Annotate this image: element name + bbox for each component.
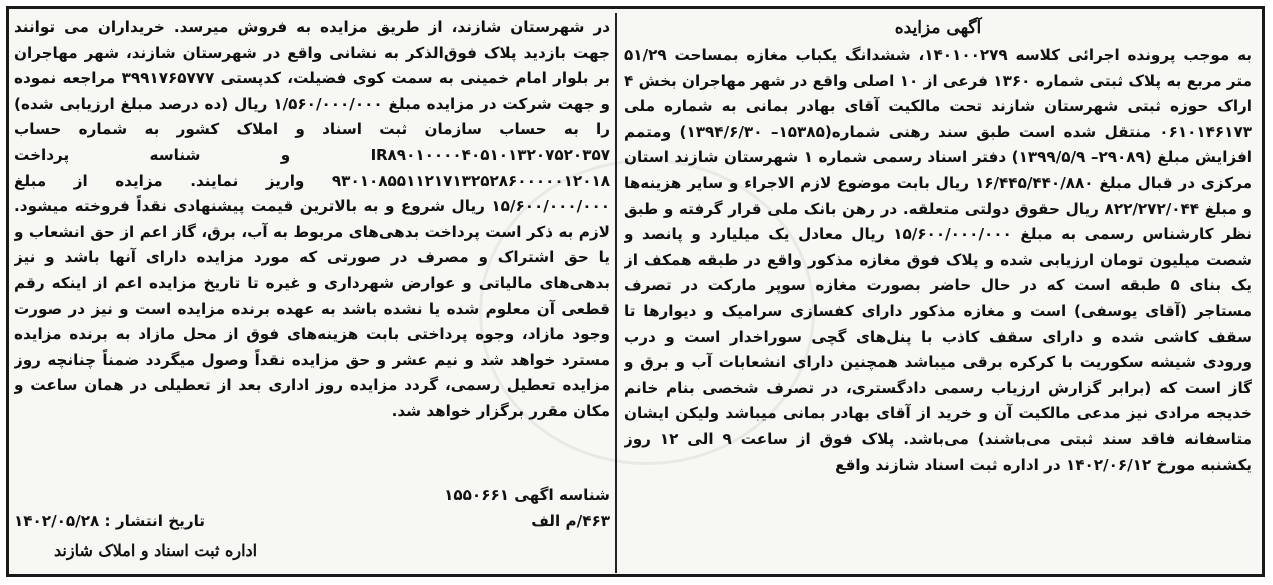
notice-title: آگهی مزایده <box>894 18 982 38</box>
registry-office-signature: اداره ثبت اسناد و املاک شازند <box>54 541 258 561</box>
notice-frame <box>6 6 1265 577</box>
notice-right-column <box>624 15 1252 571</box>
publish-date: تاریخ انتشار : ۱۴۰۲/۰۵/۲۸ <box>14 511 206 530</box>
notice-body-part-1: به موجب پرونده اجرائی کلاسه ۱۴۰۱۰۰۲۷۹، ششدانگ یکباب مغازه بمساحت ۵۱/۲۹ متر مربع به پلاک ثبتی شماره ۱۳۶۰ فرعی از ۱۰ اصلی واقع در شهر مهاجران بخش ۴ اراک حوزه ثبتی شهرستان شازند تحت مالکیت آقای بهادر بمانی به شماره ملی ۰۶۱۰۱۴۶۱۷۳ منتقل شده است طبق سند رهنی شماره(۱۵۳۸۵– ۱۳۹۴/۶/۳۰) ومتمم افزایش مبلغ (۲۹۰۸۹– ۱۳۹۹/۵/۹) دفتر اسناد رسمی شماره ۱ شهرستان شازند استان مرکزی در قبال مبلغ ۱۶/۴۴۵/۴۴۰/۸۸۰ ریال بابت موضوع لازم الاجراء و سایر هزینه‌ها و مبلغ ۸۲۲/۲۷۲/۰۴۴ ریال حقوق دولتی متعلقه. در رهن بانک ملی قرار گرفته و طبق نظر کارشناس رسمی به مبلغ ۱۵/۶۰۰/۰۰۰/۰۰۰ ریال معادل یک میلیارد و پانصد و شصت میلیون تومان ارزیابی شده و پلاک فوق مغازه مذکور واقع در طبقه همکف از یک بنای ۵ طبقه است که در حال حاضر بصورت مغازه سوپر مارکت در تصرف مستاجر (آقای یوسفی) است و مغازه مذکور دارای کفسازی سرامیک و دیوارها تا سقف کاشی شده و دارای سقف کاذب با پنل‌های گچی سوراخدار است و درب ورودی شیشه سکوریت با کرکره برقی میباشد همچنین دارای انشعابات آب و برق و گاز است که (برابر گزارش ارزیاب رسمی دادگستری، در تصرف شخصی بنام خانم خدیجه مرادی نیز مدعی مالکیت آن و خرید از آقای بهادر بمانی میباشد ولیکن ایشان متاسفانه فاقد سند ثبتی می‌باشند) می‌باشد. پلاک فوق از ساعت ۹ الی ۱۲ روز یکشنبه مورخ ۱۴۰۲/۰۶/۱۲ در اداره ثبت اسناد شازند واقع <box>624 46 1252 474</box>
reference-number: ۴۶۳/م الف <box>531 511 610 530</box>
ad-id: شناسه اگهی ۱۵۵۰۶۶۱ <box>444 486 610 504</box>
notice-body-part-2: در شهرستان شازند، از طریق مزایده به فروش میرسد. خریداران می توانند جهت بازدید پلاک فوق‌الذکر به نشانی واقع در شهرستان شازند، شهر مهاجران بر بلوار امام خمینی به سمت کوی فضیلت، کدپستی ۳۹۹۱۷۶۵۷۷۷ مراجعه نموده و جهت شرکت در مزایده مبلغ ۱/۵۶۰/۰۰۰/۰۰۰ ریال (ده درصد مبلغ ارزیابی شده) را به حساب سازمان ثبت اسناد و املاک کشور به شماره حساب IR۸۹۰۱۰۰۰۰۴۰۵۱۰۱۳۲۰۷۵۲۰۳۵۷ و شناسه پرداخت ۹۳۰۱۰۸۵۵۱۱۲۱۷۱۳۲۵۲۸۶۰۰۰۰۰۱۲۰۱۸ واریز نمایند. مزایده از مبلغ ۱۵/۶۰۰/۰۰۰/۰۰۰ ریال شروع و به بالاترین قیمت پیشنهادی نقداً فروخته میشود. لازم به ذکر است پرداخت بدهی‌های مربوط به آب، برق، گاز اعم از حق انشعاب و یا حق اشتراک و مصرف در صورتی که مورد مزایده دارای آنها باشد و نیز بدهی‌های مالیاتی و عوارض شهرداری و غیره تا تاریخ مزایده اعم از اینکه رقم قطعی آن معلوم شده یا نشده باشد به عهده برنده مزایده است و نیز در صورت وجود مازاد، وجوه پرداختی بابت هزینه‌های فوق از محل مازاد به برنده مزایده مسترد خواهد شد و نیم عشر و حق مزایده نقداً وصول میگردد ضمناً چنانچه روز مزایده تعطیل رسمی، گردد مزایده روز اداری بعد از تعطیلی در همان ساعت و مکان مقرر برگزار خواهد شد. <box>14 18 610 420</box>
column-divider <box>615 13 617 573</box>
notice-left-column <box>14 15 610 481</box>
notice-footer <box>14 483 610 564</box>
